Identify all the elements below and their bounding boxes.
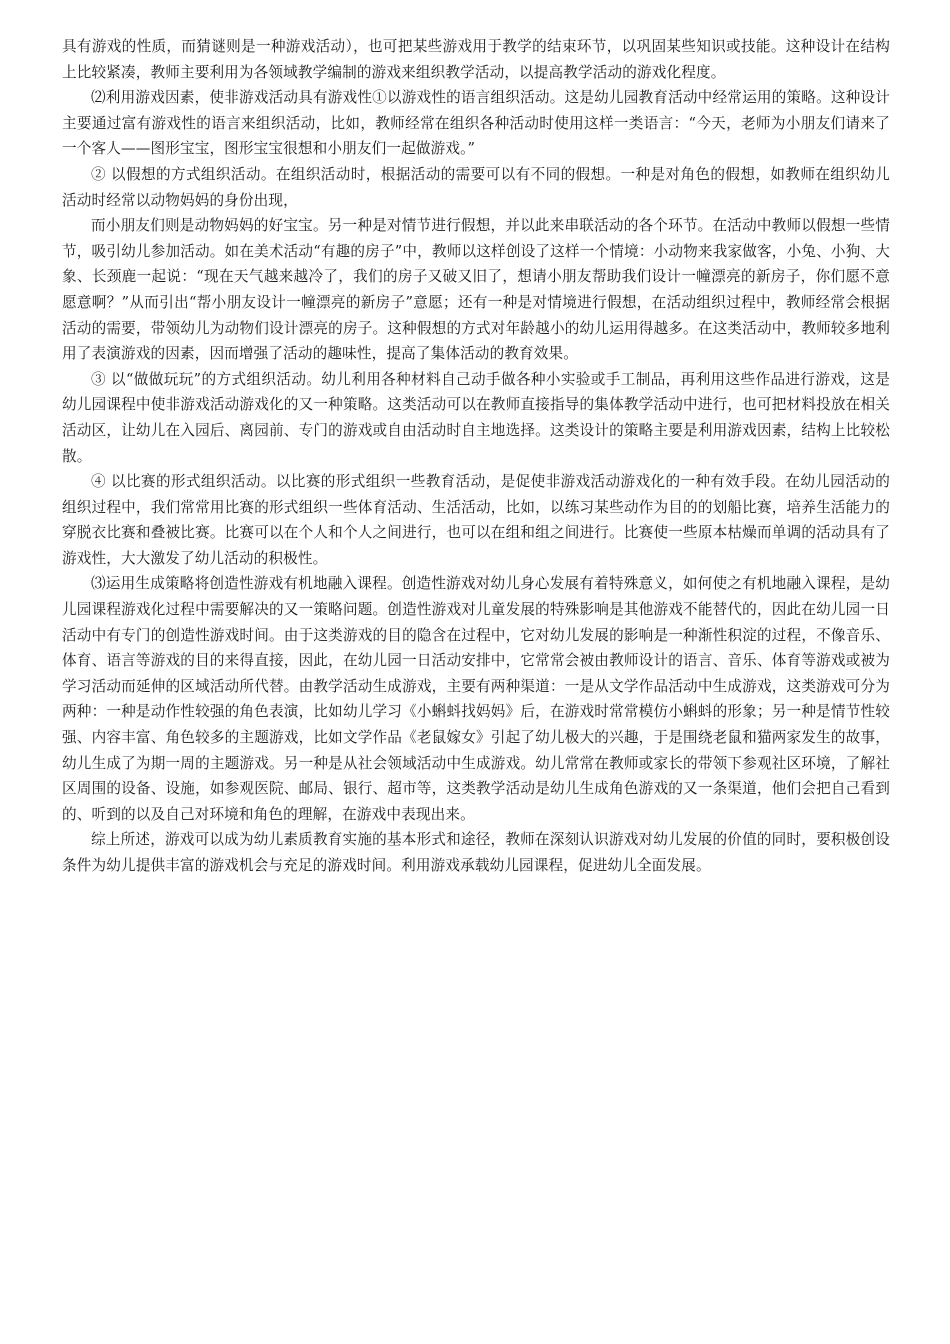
- paragraph-game-elements: ⑵利用游戏因素，使非游戏活动具有游戏性①以游戏性的语言组织活动。这是幼儿园教育活动中经常运用的策略。这种设计主要通过富有游戏性的语言来组织活动，比如，教师经常在组织各种活动时使用这样一类语言：“今天，老师为小朋友们请来了一个客人——图形宝宝，图形宝宝很想和小朋友们一起做游戏。”: [62, 89, 890, 158]
- document-body: [62, 34, 890, 879]
- paragraph-conclusion: 综上所述，游戏可以成为幼儿素质教育实施的基本形式和途径，教师在深刻认识游戏对幼儿发展的价值的同时，要积极创设条件为幼儿提供丰富的游戏机会与充足的游戏时间。利用游戏承载幼儿园课程，促进幼儿全面发展。: [62, 831, 890, 874]
- paragraph-make-and-play: ③ 以“做做玩玩”的方式组织活动。幼儿利用各种材料自己动手做各种小实验或手工制品，再利用这些作品进行游戏，这是幼儿园课程中使非游戏活动游戏化的又一种策略。这类活动可以在教师直接指导的集体教学活动中进行，也可把材料投放在相关活动区，让幼儿在入园后、离园前、专门的游戏或自由活动时自主地选择。这类设计的策略主要是利用游戏因素，结构上比较松散。: [62, 370, 890, 465]
- paragraph-continuation: 具有游戏的性质，而猜谜则是一种游戏活动），也可把某些游戏用于教学的结束环节，以巩固某些知识或技能。这种设计在结构上比较紧凑，教师主要利用为各领域教学编制的游戏来组织教学活动，以提高教学活动的游戏化程度。: [62, 38, 890, 81]
- paragraph-creative-games: ⑶运用生成策略将创造性游戏有机地融入课程。创造性游戏对幼儿身心发展有着特殊意义，如何使之有机地融入课程，是幼儿园课程游戏化过程中需要解决的又一策略问题。创造性游戏对儿童发展的特殊影响是其他游戏不能替代的，因此在幼儿园一日活动中有专门的创造性游戏时间。由于这类游戏的目的隐含在过程中，它对幼儿发展的影响是一种渐性积淀的过程，不像音乐、体育、语言等游戏的目的来得直接，因此，在幼儿园一日活动安排中，它常常会被由教师设计的语言、音乐、体育等游戏或被为学习活动而延伸的区域活动所代替。由教学活动生成游戏，主要有两种渠道：一是从文学作品活动中生成游戏，这类游戏可分为两种：一种是动作性较强的角色表演，比如幼儿学习《小蝌蚪找妈妈》后，在游戏时常常模仿小蝌蚪的形象；另一种是情节性较强、内容丰富、角色较多的主题游戏，比如文学作品《老鼠嫁女》引起了幼儿极大的兴趣，于是围绕老鼠和猫两家发生的故事，幼儿生成了为期一周的主题游戏。另一种是从社会领域活动中生成游戏。幼儿常常在教师或家长的带领下参观社区环境，了解社区周围的设备、设施，如参观医院、邮局、银行、超市等，这类教学活动是幼儿生成角色游戏的又一条渠道，他们会把自己看到的、听到的以及自己对环境和角色的理解，在游戏中表现出来。: [62, 575, 890, 823]
- paragraph-imaginary-scenarios: 而小朋友们则是动物妈妈的好宝宝。另一种是对情节进行假想，并以此来串联活动的各个环节。在活动中教师以假想一些情节，吸引幼儿参加活动。如在美术活动“有趣的房子”中，教师以这样创设了这样一个情境：小动物来我家做客，小兔、小狗、大象、长颈鹿一起说：“现在天气越来越冷了，我们的房子又破又旧了，想请小朋友帮助我们设计一幢漂亮的新房子，你们愿不意愿意啊？”从而引出“帮小朋友设计一幢漂亮的新房子”意愿；还有一种是对情境进行假想，在活动组织过程中，教师经常会根据活动的需要，带领幼儿为动物们设计漂亮的房子。这种假想的方式对年龄越小的幼儿运用得越多。在这类活动中，教师较多地利用了表演游戏的因素，因而增强了活动的趣味性，提高了集体活动的教育效果。: [62, 217, 890, 363]
- paragraph-competition: ④ 以比赛的形式组织活动。以比赛的形式组织一些教育活动，是促使非游戏活动游戏化的一种有效手段。在幼儿园活动的组织过程中，我们常常用比赛的形式组织一些体育活动、生活活动，比如，以练习某些动作为目的的划船比赛，培养生活能力的穿脱衣比赛和叠被比赛。比赛可以在个人和个人之间进行，也可以在组和组之间进行。比赛使一些原本枯燥而单调的活动具有了游戏性，大大激发了幼儿活动的积极性。: [62, 473, 890, 567]
- paragraph-imaginary-method: ② 以假想的方式组织活动。在组织活动时，根据活动的需要可以有不同的假想。一种是对角色的假想，如教师在组织幼儿活动时经常以动物妈妈的身份出现，: [62, 165, 890, 209]
